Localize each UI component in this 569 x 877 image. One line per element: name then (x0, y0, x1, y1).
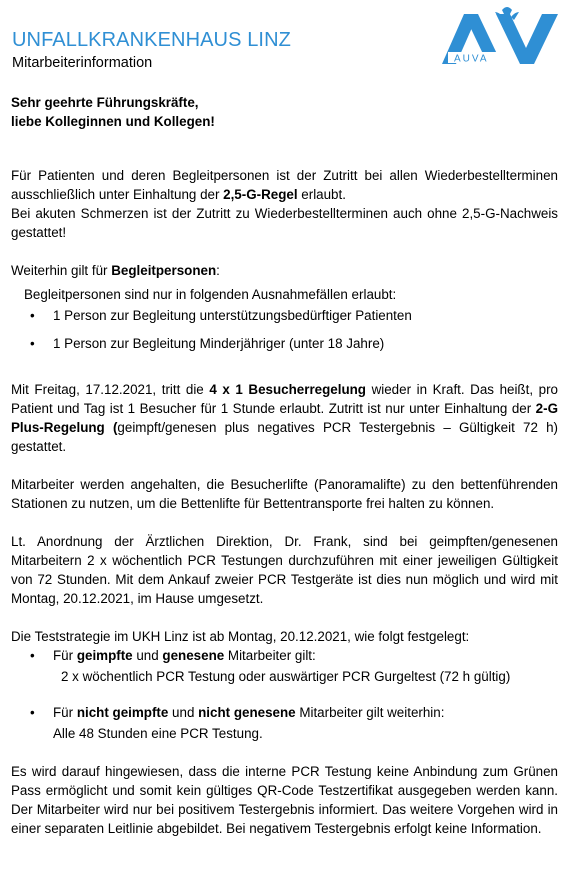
test-strategy-list (11, 703, 558, 722)
text: Weiterhin gilt für (11, 263, 112, 278)
paragraph-companions (11, 261, 558, 280)
text: Für Patienten und deren Begleitpersonen ist der Zutritt bei allen Wiederbestellterminen ausschließlich unter Einhaltung der (11, 168, 558, 202)
test-strategy-list (11, 646, 558, 665)
salutation-line: liebe Kolleginnen und Kollegen! (11, 114, 215, 129)
rule-2-5g: 2,5-G-Regel (223, 187, 298, 202)
salutation-line: Sehr geehrte Führungskräfte, (11, 95, 199, 110)
paragraph-test-strategy: Die Teststrategie im UKH Linz ist ab Montag, 20.12.2021, wie folgt festgelegt: (11, 629, 470, 644)
paragraph-lifts: Mitarbeiter werden angehalten, die Besucherlifte (Panoramalifte) zu den bettenführenden Stationen zu nutzen, um die Bettenlifte für Bettentransporte frei halten zu können. (11, 477, 558, 511)
paragraph-access-rule (11, 166, 558, 204)
list-item (11, 703, 558, 722)
not-recovered-label: nicht genesene (198, 705, 296, 720)
list-item (11, 646, 558, 665)
document-header (12, 28, 291, 72)
organization-name: UNFALLKRANKENHAUS LINZ (12, 29, 291, 51)
salutation (11, 93, 558, 131)
paragraph-pcr-testing: Lt. Anordnung der Ärztlichen Direktion, Dr. Frank, sind bei geimpften/genesenen Mitarbeitern 2 x wöchentlich PCR Testungen durchzuführen mit einer jeweiligen Gültigkeit von 72 Stunden. Mit dem Ankauf zweier PCR Testgeräte ist dies nun möglich und wird mit Montag, 20.12.2021, im Hause umgesetzt. (11, 534, 558, 606)
logo-wordmark: AUVA (454, 53, 489, 65)
paragraph-acute-pain: Bei akuten Schmerzen ist der Zutritt zu Wiederbestellterminen auch ohne 2,5-G-Nachweis gestattet! (11, 206, 558, 240)
auva-logo-icon (440, 4, 564, 66)
text: und (132, 648, 163, 663)
text: wieder in Kraft. Das heißt, pro Patient und Tag ist 1 Besucher für 1 Stunde erlaubt. Zutritt ist nur unter Einhaltung der (11, 382, 558, 416)
text: : (216, 263, 220, 278)
companions-intro: Begleitpersonen sind nur in folgenden Ausnahmefällen erlaubt: (24, 287, 397, 302)
text: erlaubt. (297, 187, 346, 202)
list-item: • 1 Person zur Begleitung unterstützungsbedürftiger Patienten (11, 306, 558, 325)
text: Für (53, 705, 77, 720)
document-subtitle: Mitarbeiterinformation (12, 55, 153, 71)
text: und (168, 705, 199, 720)
test-rule-unvaccinated: Alle 48 Stunden eine PCR Testung. (53, 726, 263, 741)
rule-2g-plus: 2-G Plus-Regelung ( (11, 401, 558, 435)
text: Mitarbeiter gilt: (224, 648, 316, 663)
companions-list (11, 306, 558, 353)
text: geimpft/genesen plus negatives PCR Testergebnis – Gültigkeit 72 h) gestattet. (11, 420, 559, 454)
text: Mitarbeiter gilt weiterhin: (295, 705, 445, 720)
companions-label: Begleitpersonen (111, 263, 217, 278)
text: Mit Freitag, 17.12.2021, tritt die (11, 382, 210, 397)
list-item: • 1 Person zur Begleitung Minderjähriger (unter 18 Jahre) (11, 334, 558, 353)
text: Für (53, 648, 77, 663)
paragraph-green-pass-note: Es wird darauf hingewiesen, dass die interne PCR Testung keine Anbindung zum Grünen Pass ermöglicht und somit kein gültiges QR-Code Testzertifikat ausgegeben werden kann. Der Mitarbeiter wird nur bei positivem Testergebnis informiert. Das weitere Vorgehen wird in einer separaten Leitlinie abgebildet. Bei negativem Testergebnis erfolgt keine Information. (11, 764, 558, 836)
recovered-label: genesene (162, 648, 225, 663)
vaccinated-label: geimpfte (76, 648, 133, 663)
document-body (11, 93, 558, 838)
test-rule-vaccinated: 2 x wöchentlich PCR Testung oder auswärtiger PCR Gurgeltest (72 h gültig) (61, 669, 511, 684)
not-vaccinated-label: nicht geimpfte (76, 705, 169, 720)
visitor-rule-label: 4 x 1 Besucherregelung (209, 382, 366, 397)
paragraph-visitor-rule (11, 380, 558, 456)
